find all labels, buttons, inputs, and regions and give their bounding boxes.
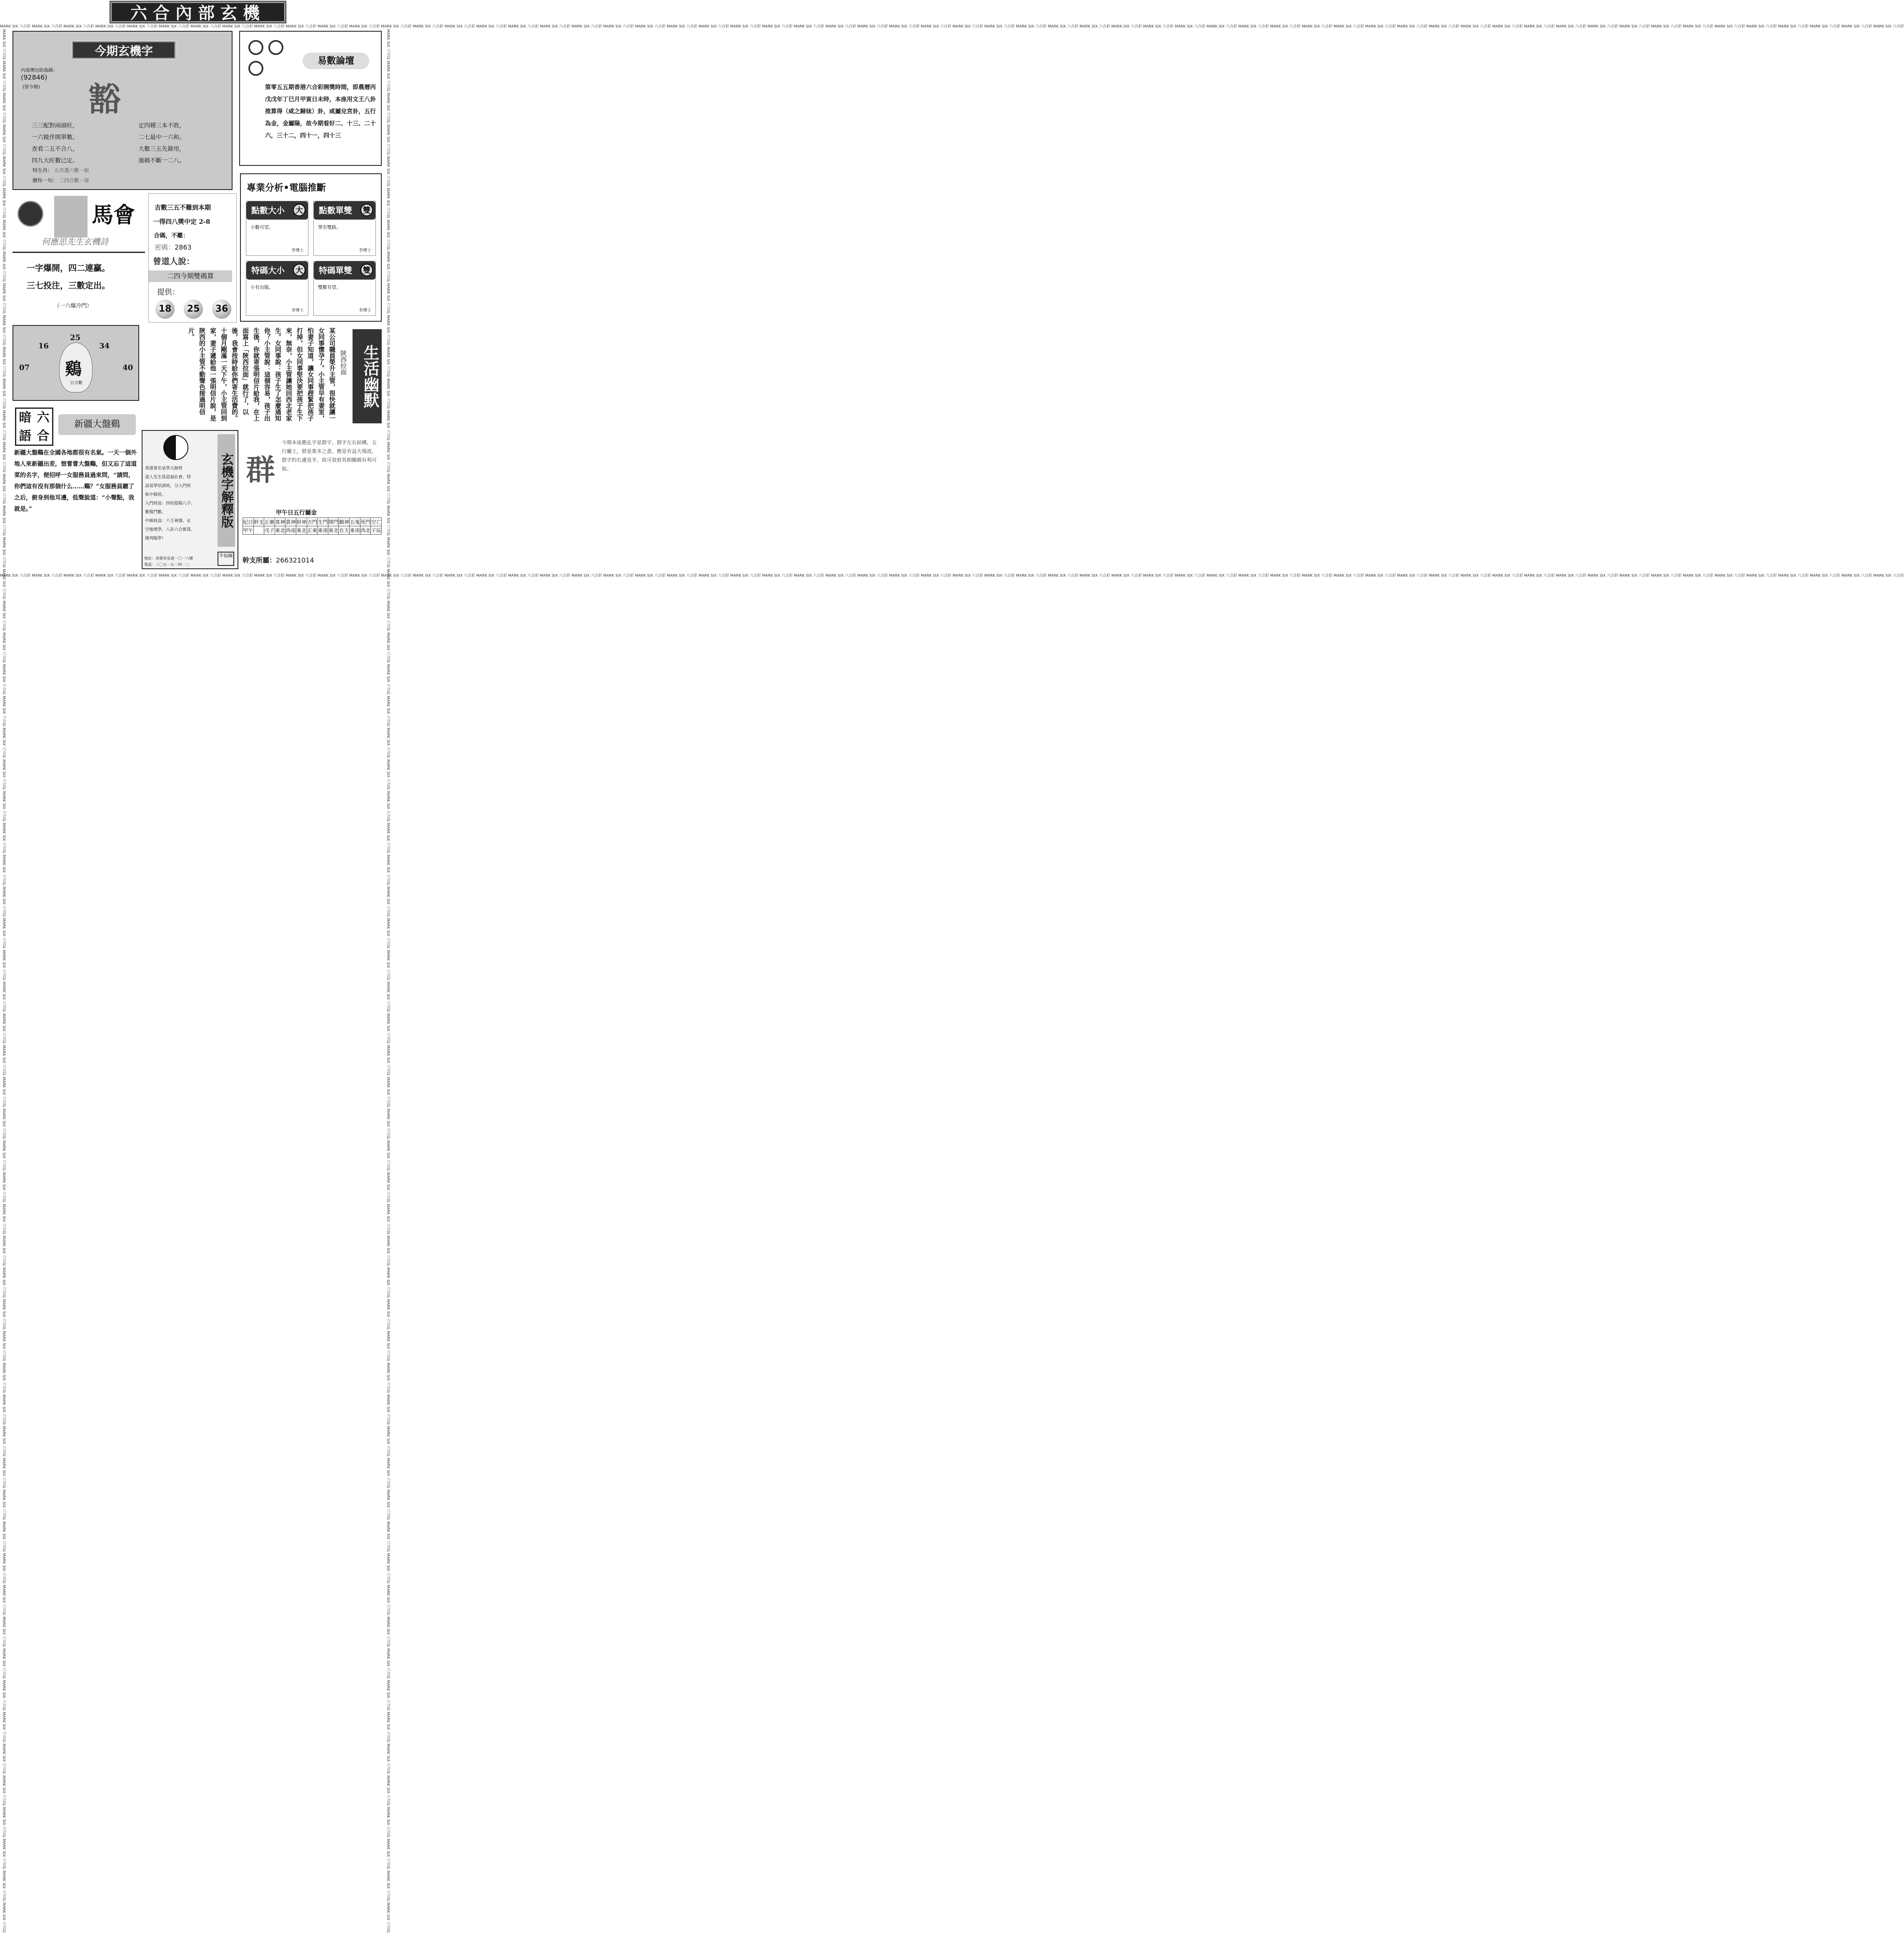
card-title: 點數單雙 [314,201,375,220]
mima-row [155,242,192,252]
number-ball: 25 [184,300,203,319]
analysis-card [246,261,308,316]
table-row [243,526,382,535]
table-cell: 幹支 [253,518,264,526]
card-title: 特碼單雙 [314,261,375,280]
table-cell: 鶴神 [339,518,350,526]
mahui-subtitle: 何應思先生玄機詩 [42,237,108,247]
banner: 二四今期雙碼算 [149,270,232,282]
coin-icon [248,61,263,76]
card-sign: 李博士 [291,308,304,313]
xuanji-char: 豁 [88,80,121,118]
yishu-text: 第零五五期香港六合彩開獎時間，即農曆丙戊戊年丁巳月甲寅日未時，本座用文王八卦推算得（咸之歸妹）卦，咸屬兌宮卦，五行為金，金屬陽，故今期看好二、十三、二十六，三十二，四十一，四十三 [265,84,376,139]
card-text: 小有出服。 [250,285,273,290]
card-sign: 李博士 [359,308,371,313]
table-cell [253,526,264,535]
analysis-card [246,201,308,256]
yishu-panel [239,31,382,166]
xuanji-heading: 今期玄機字 [72,41,176,59]
portrait-avatar [54,196,88,238]
master-text [145,464,216,543]
zodiac-row [33,167,89,174]
table-cell: 東南 [318,526,328,535]
poem-line: 大數三五先錄用， [138,146,185,153]
table-cell: 在天 [339,526,350,535]
table-cell: 東北 [328,526,339,535]
tag-char: 六 [37,410,50,425]
poem-line: 一六做伴開單數。 [32,134,78,141]
table-cell: 東南 [350,526,360,535]
poem-line: 一字爆開，四二連贏。 [27,263,110,273]
humor-author: 陝西拉面 [340,350,347,375]
code-label: 內部傳出防偽碼： [21,68,58,73]
table-cell: 東北 [296,526,307,535]
table-cell: 生門 [318,518,328,526]
card-badge: 雙 [360,204,373,216]
table-cell: 貴神 [285,518,296,526]
table-title: 甲午日五行屬金 [276,510,317,516]
analysis-panel [240,173,382,322]
poem-line: 三三配對兩頭旺， [32,123,78,129]
poem-left [32,120,78,167]
master-text-line: 香港著名易學大師曾 [145,466,183,471]
mima-label: 密碼： [155,243,175,251]
gift-label: 贈你一句： [33,178,58,183]
card-sign: 李博士 [359,248,371,253]
center-line1: 吉數三五不難到本期 [155,204,211,211]
table-cell: 西南 [285,526,296,535]
master-text-line: 和中級班。 [145,493,166,497]
table-cell: 東北 [275,526,285,535]
mahui-logo-icon [18,201,43,227]
lotus-panel [13,325,139,401]
qun-panel [240,430,382,569]
table-cell: 西北 [360,526,371,535]
anyu-text: 新疆大盤鷄在全國各地都很有名氣。一天一個外地人來新疆出差，想嘗嘗大盤鷄，但又忘了這道菜的名字，便招呼一女服務員過來問，“請問，你們這有沒有那個什么……鷄？”女服務員聽了之后，俯身到他耳邊，低聲說道：“小聲點，我就是。” [14,450,137,513]
ganzhi-label: 幹支所屬： [243,556,276,564]
anyu-title: 新疆大盤鷄 [58,414,136,435]
qun-text: 今期本座應乩字是群字，群字左右結構，五行屬土，群是衆多之意，應是有益大場波，群字的右邊是羊，故可放射其相關碼有利可取。 [282,440,377,472]
contact-line: 地址：香港英皇道一〇一六號 [144,557,193,561]
mahui-title: 馬會 [92,203,135,228]
poem-line: 連碼不斷一二八。 [138,158,185,164]
ganzhi-row [243,555,314,565]
provide-label: 提供： [157,288,180,297]
table-cell: 甲午 [243,526,254,535]
card-text: 雙數有望。 [318,285,341,290]
tag-char: 暗 [19,410,32,425]
center-panel [148,193,237,323]
master-text-line: 空地理學、八卦六合推算。 [145,528,195,532]
lotus-number: 16 [38,342,49,350]
xuanji-panel [13,31,233,190]
master-text-line: 設易學培訓班，分入門班 [145,484,191,488]
wuxing-table [243,518,382,535]
table-cell: 正衝 [264,518,275,526]
humor-heading: 生活幽默 [353,329,382,423]
master-stamp: 半仙陳 [218,552,234,566]
table-cell: 五鬼 [350,518,360,526]
lotus-char: 鷄 [65,359,82,379]
qun-char: 群 [246,453,275,487]
analysis-card [313,261,376,316]
poem-right [138,120,185,167]
table-cell: 喜神 [275,518,285,526]
humor-text: 某公司職員榮升主管，很快就讓一女同事懷孕了。小主管早有妻室，怕妻子知道，讓女同事趕緊把孩子打掉，但女同事堅決要把孩子生下來，無奈，小主管讓她回西北老家生。女同事說：孩子生了怎麼通知你？小主管說：這個容易，孩子出生後，你就寄張明信片給我，在上面寫上「陝西拉面」就行了，以後，我會按時給你們寄生活費的。十個月剛滿一天下午，小主管回到家，妻子遞給他一張明信片說，是陝西的小主管不動聲色接過明信片。 [188,328,336,421]
card-badge: 大 [293,204,305,216]
mahui-note: （一六爆冷門） [54,303,93,309]
anyu-panel [13,403,139,570]
lotus-number: 07 [19,363,30,372]
lotus-number: 25 [70,333,81,342]
table-cell: 正東 [307,526,318,535]
poem-line: 三七投注，三數定出。 [27,280,110,290]
left-border-strip: MARK SIX 六合彩 MARK SIX 六合彩 MARK SIX 六合彩 MARK SIX 六合彩 MARK SIX 六合彩 MARK SIX 六合彩 MARK SIX 六合彩 MARK SIX 六合彩 MARK SIX 六合彩 MARK SIX 六合彩 MARK SIX 六合彩 MARK SIX 六合彩 MARK SIX 六合彩 MARK SIX 六合彩 MARK SIX 六合彩 MARK SIX 六合彩 MARK SIX 六合彩 MARK SIX 六合彩 MARK SIX 六合彩 MARK SIX 六合彩 MARK SIX 六合彩 MARK SIX 六合彩 MARK SIX 六合彩 MARK SIX 六合彩 MARK SIX 六合彩 MARK SIX 六合彩 MARK SIX 六合彩 MARK SIX 六合彩 MARK SIX 六合彩 MARK SIX 六合彩 MARK SIX 六合彩 MARK SIX 六合彩 MARK SIX 六合彩 MARK SIX 六合彩 MARK SIX 六合彩 MARK SIX 六合彩 MARK SIX 六合彩 MARK SIX 六合彩 MARK SIX 六合彩 MARK SIX 六合彩 MARK SIX 六合彩 MARK SIX 六合彩 MARK SIX 六合彩 MARK SIX 六合彩 MARK SIX 六合彩 MARK SIX 六合彩 MARK SIX 六合彩 MARK SIX 六合彩 MARK SIX 六合彩 MARK SIX 六合彩 MARK SIX 六合彩 MARK SIX 六合彩 MARK SIX 六合彩 MARK SIX 六合彩 MARK SIX 六合彩 MARK SIX 六合彩 MARK SIX 六合彩 MARK SIX 六合彩 MARK SIX 六合彩 MARK SIX 六合彩 [2,29,6,1933]
table-cell: 戊子 [264,526,275,535]
coin-icon [268,40,283,55]
humor-panel [142,325,382,428]
card-sign: 李博士 [291,248,304,253]
anyu-tag [15,408,53,446]
table-row [243,518,382,526]
poem-line: 四九大旺數已定。 [32,158,78,164]
card-badge: 雙 [360,264,373,276]
master-text-line: 入門班設：四柱陰陽八字、 [145,501,195,506]
lotus-sub: 日吉數 [70,381,83,385]
table-cell: 財神 [296,518,307,526]
number-ball: 18 [155,300,175,319]
lotus-number: 34 [99,342,110,350]
table-cell: 吉門 [307,518,318,526]
top-border-strip: MARK SIX 六合彩 MARK SIX 六合彩 MARK SIX 六合彩 MARK SIX 六合彩 MARK SIX 六合彩 MARK SIX 六合彩 MARK SIX 六合彩 MARK SIX 六合彩 MARK SIX 六合彩 MARK SIX 六合彩 MARK SIX 六合彩 MARK SIX 六合彩 MARK SIX 六合彩 MARK SIX 六合彩 MARK SIX 六合彩 MARK SIX 六合彩 MARK SIX 六合彩 MARK SIX 六合彩 MARK SIX 六合彩 MARK SIX 六合彩 MARK SIX 六合彩 MARK SIX 六合彩 MARK SIX 六合彩 MARK SIX 六合彩 MARK SIX 六合彩 MARK SIX 六合彩 MARK SIX 六合彩 MARK SIX 六合彩 MARK SIX 六合彩 MARK SIX 六合彩 MARK SIX 六合彩 MARK SIX 六合彩 MARK SIX 六合彩 MARK SIX 六合彩 MARK SIX 六合彩 MARK SIX 六合彩 MARK SIX 六合彩 MARK SIX 六合彩 MARK SIX 六合彩 MARK SIX 六合彩 MARK SIX 六合彩 MARK SIX 六合彩 MARK SIX 六合彩 MARK SIX 六合彩 MARK SIX 六合彩 MARK SIX 六合彩 MARK SIX 六合彩 MARK SIX 六合彩 MARK SIX 六合彩 MARK SIX 六合彩 MARK SIX 六合彩 MARK SIX 六合彩 MARK SIX 六合彩 MARK SIX 六合彩 MARK SIX 六合彩 MARK SIX 六合彩 MARK SIX 六合彩 MARK SIX 六合彩 MARK SIX 六合彩 MARK SIX 六合彩 [0,25,1904,29]
ganzhi-value: 266321014 [276,556,314,564]
lotus-number: 40 [123,363,133,372]
card-text: 小數可望。 [250,225,273,230]
contact-line: 電話：三〇五一五一四一二 [144,563,190,567]
poem-line: 定四種三本不敗， [138,123,185,129]
hema-label: 合碼，不離： [154,233,189,239]
master-vertical: 玄機字解釋版 [218,434,235,547]
center-line2: 一得四八獎中定 2-8 [153,218,210,225]
card-title: 特碼大小 [246,261,308,280]
table-cell: 紀日 [243,518,254,526]
code-value: (92846) [21,73,48,81]
daoren-label: 曾道人說： [153,256,195,266]
zodiac-label: 特生肖： [33,168,53,173]
card-text: 單有雙路。 [318,225,341,230]
zodiac-value: 五肖選六數一組 [54,168,89,173]
table-cell: 空亡 [371,518,382,526]
gift-value: 三四合數一尾 [59,178,89,183]
gift-row [33,177,89,184]
right-border-strip: MARK SIX 六合彩 MARK SIX 六合彩 MARK SIX 六合彩 MARK SIX 六合彩 MARK SIX 六合彩 MARK SIX 六合彩 MARK SIX 六合彩 MARK SIX 六合彩 MARK SIX 六合彩 MARK SIX 六合彩 MARK SIX 六合彩 MARK SIX 六合彩 MARK SIX 六合彩 MARK SIX 六合彩 MARK SIX 六合彩 MARK SIX 六合彩 MARK SIX 六合彩 MARK SIX 六合彩 MARK SIX 六合彩 MARK SIX 六合彩 MARK SIX 六合彩 MARK SIX 六合彩 MARK SIX 六合彩 MARK SIX 六合彩 MARK SIX 六合彩 MARK SIX 六合彩 MARK SIX 六合彩 MARK SIX 六合彩 MARK SIX 六合彩 MARK SIX 六合彩 MARK SIX 六合彩 MARK SIX 六合彩 MARK SIX 六合彩 MARK SIX 六合彩 MARK SIX 六合彩 MARK SIX 六合彩 MARK SIX 六合彩 MARK SIX 六合彩 MARK SIX 六合彩 MARK SIX 六合彩 MARK SIX 六合彩 MARK SIX 六合彩 MARK SIX 六合彩 MARK SIX 六合彩 MARK SIX 六合彩 MARK SIX 六合彩 MARK SIX 六合彩 MARK SIX 六合彩 MARK SIX 六合彩 MARK SIX 六合彩 MARK SIX 六合彩 MARK SIX 六合彩 MARK SIX 六合彩 MARK SIX 六合彩 MARK SIX 六合彩 MARK SIX 六合彩 MARK SIX 六合彩 MARK SIX 六合彩 MARK SIX 六合彩 MARK SIX 六合彩 [386,29,390,1933]
yishu-heading: 易數論壇 [303,53,369,69]
card-badge: 大 [293,264,305,276]
page-title: 六合內部玄機 [110,2,285,23]
poem-line: 二七最中一六和。 [138,134,185,141]
master-text-line: 紫微鬥數。 [145,510,166,515]
tag-char: 語 [19,429,32,443]
card-title: 點數大小 [246,201,308,220]
analysis-card [313,201,376,256]
table-cell: 子辰 [371,526,382,535]
table-cell: 開門 [328,518,339,526]
master-contact [144,556,215,568]
mahui-poem-panel [13,252,145,323]
mima-value: 2863 [175,243,192,251]
table-cell: 死門 [360,518,371,526]
master-text-line: 中級班設：六壬神課、玄 [145,519,191,523]
master-text-line: 道人先生爲造福社會，特 [145,475,191,480]
yin-yang-icon [163,435,188,460]
master-text-line: 簡列陽學！ [145,536,166,541]
code-note: (管今期) [23,84,40,90]
poem-line: 查看二五不合八， [32,146,78,153]
mahui-header [13,193,145,252]
bottom-border-strip: MARK SIX 六合彩 MARK SIX 六合彩 MARK SIX 六合彩 MARK SIX 六合彩 MARK SIX 六合彩 MARK SIX 六合彩 MARK SIX 六合彩 MARK SIX 六合彩 MARK SIX 六合彩 MARK SIX 六合彩 MARK SIX 六合彩 MARK SIX 六合彩 MARK SIX 六合彩 MARK SIX 六合彩 MARK SIX 六合彩 MARK SIX 六合彩 MARK SIX 六合彩 MARK SIX 六合彩 MARK SIX 六合彩 MARK SIX 六合彩 MARK SIX 六合彩 MARK SIX 六合彩 MARK SIX 六合彩 MARK SIX 六合彩 MARK SIX 六合彩 MARK SIX 六合彩 MARK SIX 六合彩 MARK SIX 六合彩 MARK SIX 六合彩 MARK SIX 六合彩 MARK SIX 六合彩 MARK SIX 六合彩 MARK SIX 六合彩 MARK SIX 六合彩 MARK SIX 六合彩 MARK SIX 六合彩 MARK SIX 六合彩 MARK SIX 六合彩 MARK SIX 六合彩 MARK SIX 六合彩 MARK SIX 六合彩 MARK SIX 六合彩 MARK SIX 六合彩 MARK SIX 六合彩 MARK SIX 六合彩 MARK SIX 六合彩 MARK SIX 六合彩 MARK SIX 六合彩 MARK SIX 六合彩 MARK SIX 六合彩 MARK SIX 六合彩 MARK SIX 六合彩 MARK SIX 六合彩 MARK SIX 六合彩 MARK SIX 六合彩 MARK SIX 六合彩 MARK SIX 六合彩 MARK SIX 六合彩 MARK SIX 六合彩 MARK SIX 六合彩 [0,574,1904,578]
master-panel [142,430,238,569]
tag-char: 合 [37,429,50,443]
analysis-heading: 專業分析•電腦推斷 [247,183,326,193]
number-ball: 36 [212,300,231,319]
coin-icon [248,40,263,55]
